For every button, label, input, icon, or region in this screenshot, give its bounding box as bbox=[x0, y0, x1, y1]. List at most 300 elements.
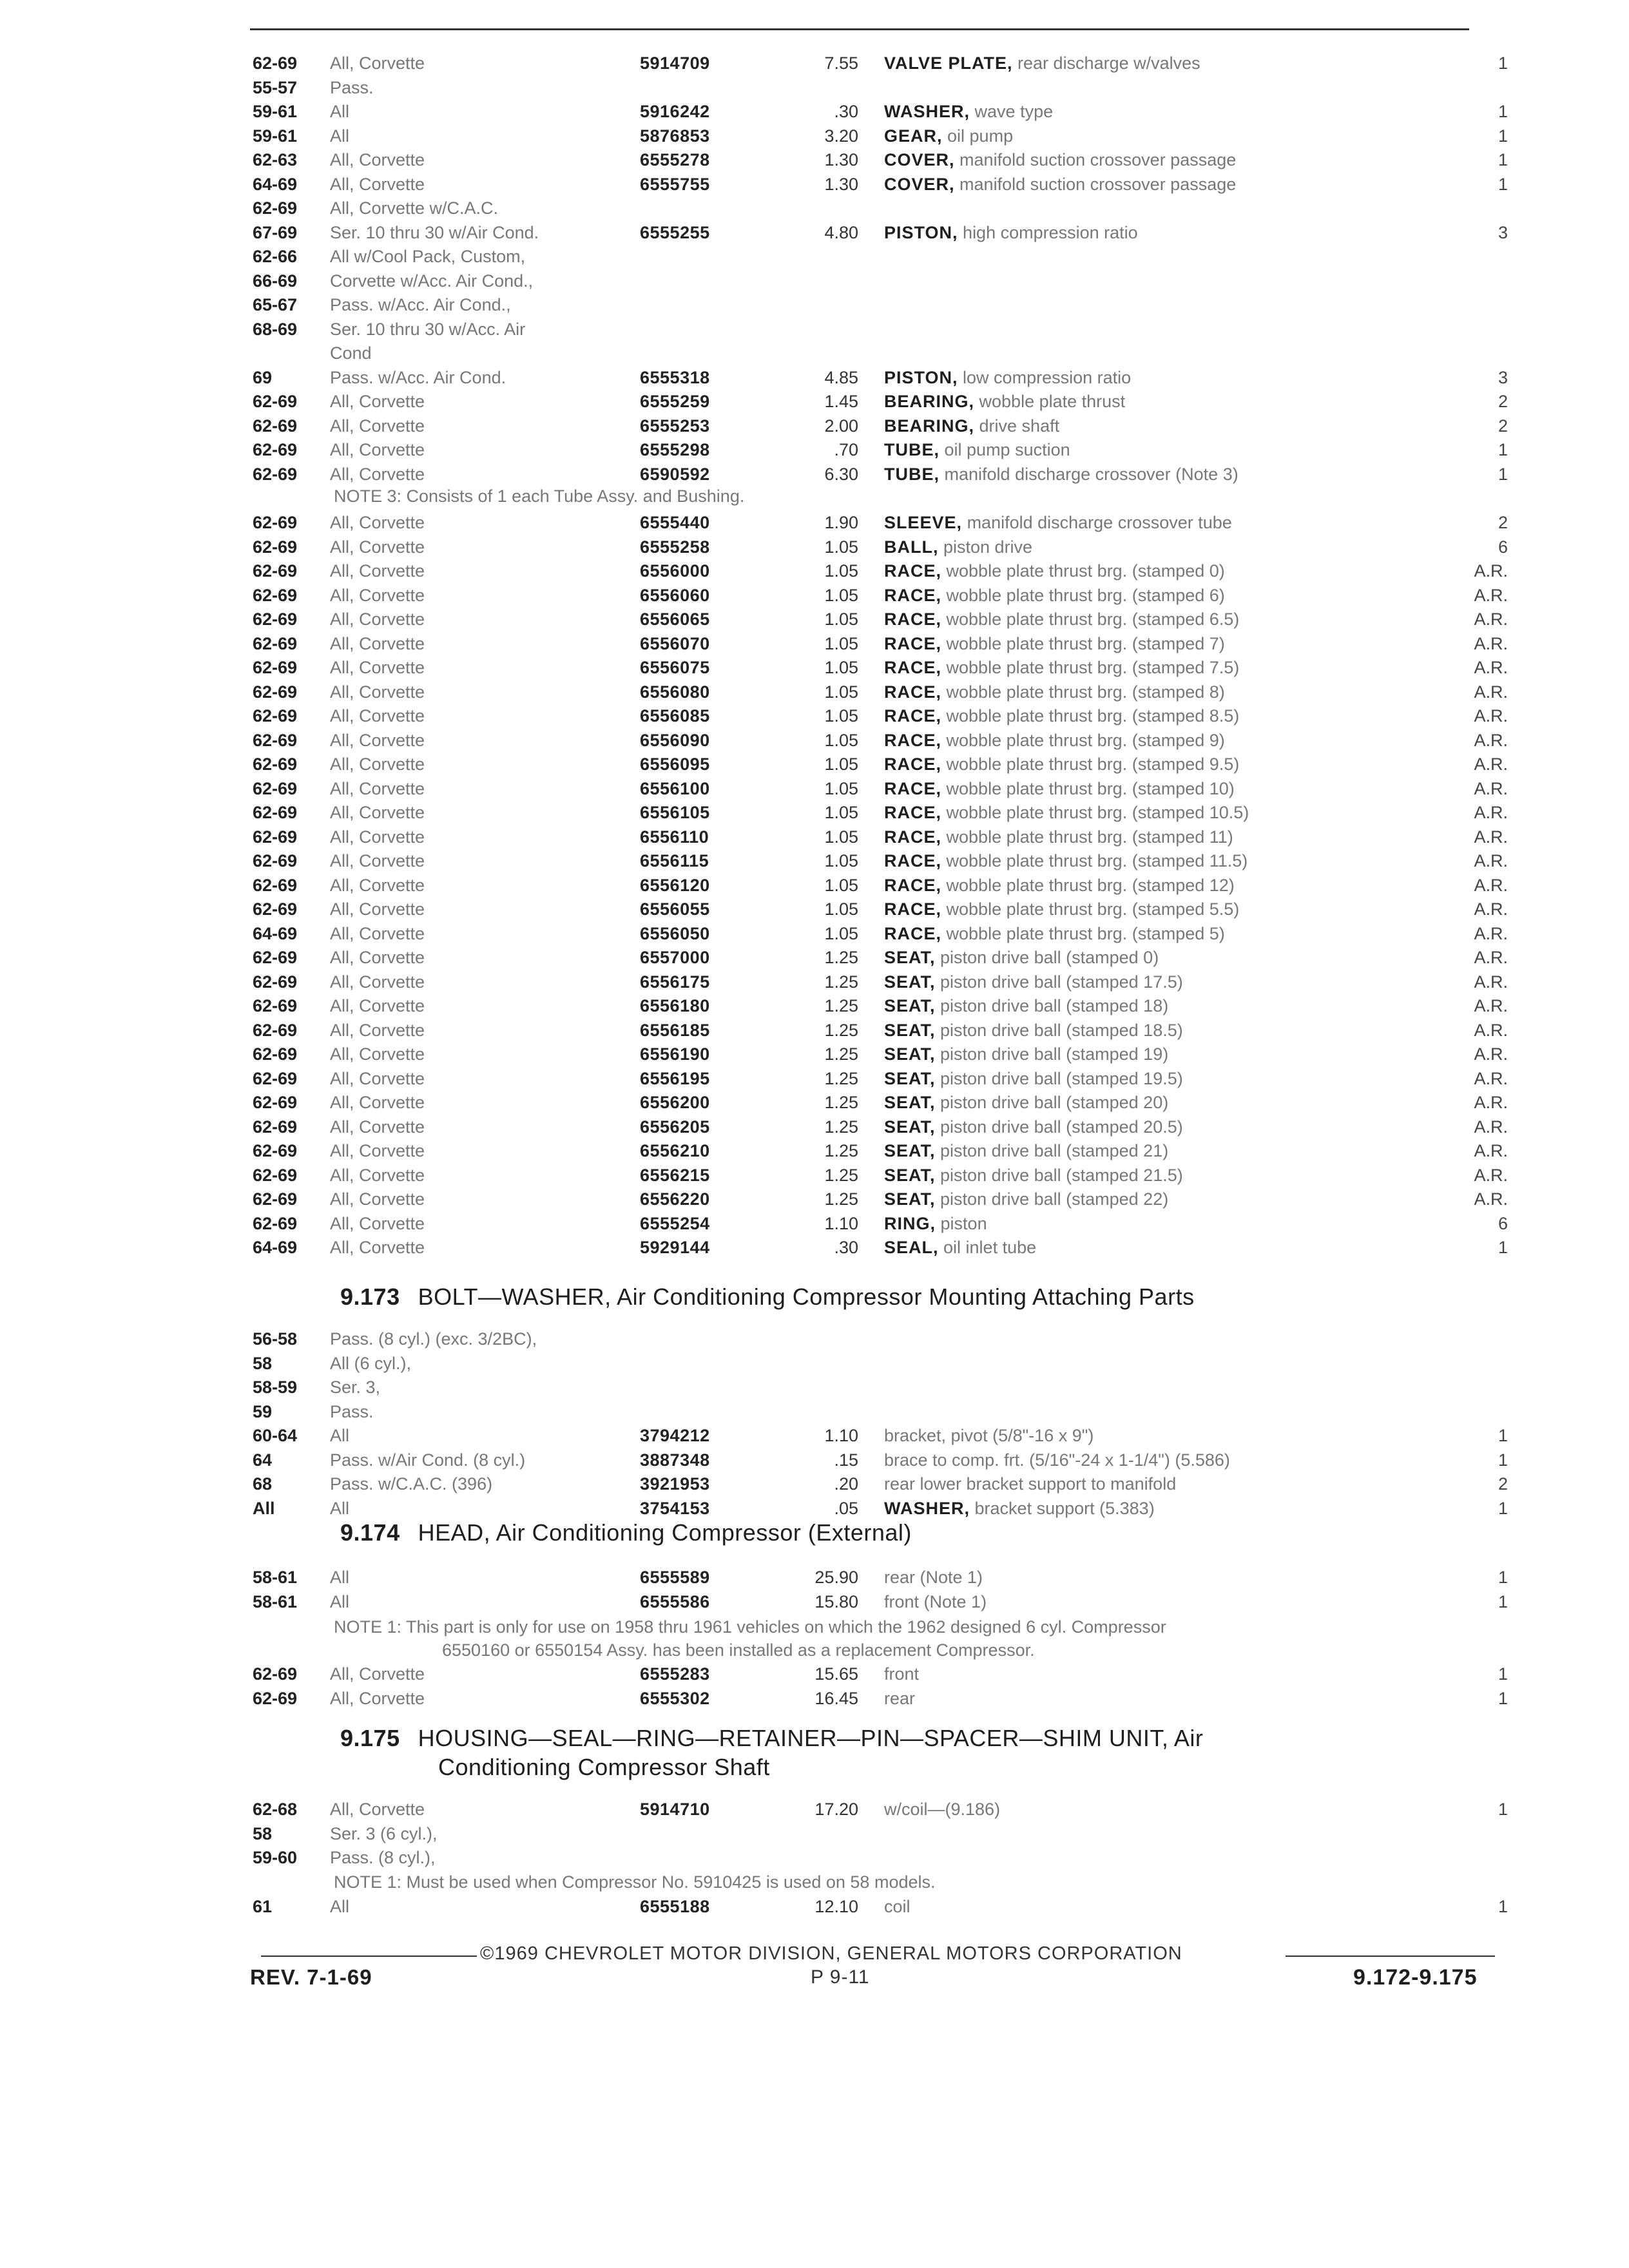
application: All, Corvette bbox=[330, 706, 425, 726]
application: All, Corvette bbox=[330, 1238, 425, 1257]
year-range: 62-69 bbox=[253, 585, 298, 605]
part-detail: wobble plate thrust brg. (stamped 5.5) bbox=[946, 899, 1240, 919]
part-detail: piston drive ball (stamped 0) bbox=[940, 948, 1159, 967]
part-name: RACE, bbox=[884, 851, 942, 870]
description bbox=[884, 366, 1131, 390]
description bbox=[884, 946, 1159, 970]
year-range: 59-61 bbox=[253, 126, 298, 146]
part-name: SEAT, bbox=[884, 1044, 936, 1064]
description bbox=[884, 221, 1138, 245]
price: .20 bbox=[834, 1474, 858, 1494]
application: Cond bbox=[330, 343, 372, 363]
part-name: SEAT, bbox=[884, 1093, 936, 1112]
part-detail: rear bbox=[884, 1688, 916, 1708]
table-row bbox=[0, 777, 1629, 802]
application: All, Corvette bbox=[330, 754, 425, 774]
year-range: 62-69 bbox=[253, 996, 298, 1015]
quantity: A.R. bbox=[1474, 1189, 1508, 1209]
description bbox=[884, 994, 1168, 1019]
application: All, Corvette bbox=[330, 174, 425, 194]
table-row bbox=[0, 801, 1629, 825]
application: All bbox=[330, 1591, 350, 1611]
part-detail: wobble plate thrust brg. (stamped 10) bbox=[946, 778, 1235, 798]
application: All, Corvette bbox=[330, 899, 425, 919]
part-number: 6556185 bbox=[640, 1020, 710, 1040]
application: Pass. w/C.A.C. (396) bbox=[330, 1474, 493, 1494]
year-range: 68-69 bbox=[253, 319, 298, 339]
part-name: RACE, bbox=[884, 658, 942, 677]
year-range: 62-69 bbox=[253, 633, 298, 653]
application: All, Corvette bbox=[330, 1213, 425, 1233]
application: All bbox=[330, 126, 350, 146]
year-range: 67-69 bbox=[253, 222, 298, 242]
part-name: RING, bbox=[884, 1213, 936, 1233]
part-number: 6556000 bbox=[640, 561, 710, 581]
table-row bbox=[0, 1566, 1629, 1590]
year-range: 62-69 bbox=[253, 1141, 298, 1160]
part-number: 6555283 bbox=[640, 1664, 710, 1684]
part-number: 6556095 bbox=[640, 754, 710, 774]
price: 1.25 bbox=[824, 948, 858, 967]
quantity: 6 bbox=[1498, 1213, 1508, 1233]
year-range: 62-69 bbox=[253, 1664, 298, 1684]
part-detail: high compression ratio bbox=[963, 222, 1138, 242]
parts-table-9175-a bbox=[0, 1798, 1629, 1870]
part-number: 3794212 bbox=[640, 1426, 710, 1445]
price: 1.25 bbox=[824, 1020, 858, 1040]
part-detail: piston drive ball (stamped 17.5) bbox=[940, 972, 1183, 992]
part-detail: bracket, pivot (5/8"-16 x 9") bbox=[884, 1426, 1094, 1445]
application: Pass. bbox=[330, 77, 374, 97]
price: .30 bbox=[834, 1238, 858, 1257]
part-name: SEAT, bbox=[884, 1165, 936, 1185]
quantity: 1 bbox=[1498, 126, 1508, 146]
footer-rule-left bbox=[261, 1956, 477, 1957]
quantity: A.R. bbox=[1474, 730, 1508, 750]
price: 1.90 bbox=[824, 513, 858, 532]
part-number: 6556175 bbox=[640, 972, 710, 992]
quantity: 1 bbox=[1498, 150, 1508, 169]
table-row bbox=[0, 197, 1629, 221]
application: Pass. w/Acc. Air Cond. bbox=[330, 367, 506, 387]
section-title: HEAD, Air Conditioning Compressor (External) bbox=[418, 1519, 912, 1546]
application: Corvette w/Acc. Air Cond., bbox=[330, 271, 534, 291]
part-name: RACE, bbox=[884, 827, 942, 847]
table-row bbox=[0, 1212, 1629, 1236]
part-detail: wobble plate thrust brg. (stamped 0) bbox=[946, 561, 1225, 581]
part-name: PISTON, bbox=[884, 222, 958, 242]
price: 1.10 bbox=[824, 1213, 858, 1233]
description bbox=[884, 1043, 1168, 1067]
year-range: 62-63 bbox=[253, 150, 298, 169]
price: 1.05 bbox=[824, 875, 858, 895]
quantity: 1 bbox=[1498, 1800, 1508, 1819]
part-number: 6555188 bbox=[640, 1897, 710, 1916]
table-row bbox=[0, 1019, 1629, 1043]
part-number: 6555302 bbox=[640, 1688, 710, 1708]
price: 17.20 bbox=[815, 1800, 858, 1819]
part-number: 6556085 bbox=[640, 706, 710, 726]
description bbox=[884, 1497, 1155, 1521]
part-number: 6556110 bbox=[640, 827, 709, 847]
quantity: 6 bbox=[1498, 537, 1508, 557]
description bbox=[884, 801, 1249, 825]
parts-table-9174-a bbox=[0, 1566, 1629, 1614]
year-range: 62-69 bbox=[253, 972, 298, 992]
application: All, Corvette bbox=[330, 1117, 425, 1137]
application: Pass. bbox=[330, 1401, 374, 1421]
price: 1.05 bbox=[824, 610, 858, 629]
description bbox=[884, 414, 1059, 439]
part-detail: manifold discharge crossover (Note 3) bbox=[944, 464, 1239, 484]
parts-table-9173 bbox=[0, 1327, 1629, 1521]
description bbox=[884, 898, 1239, 922]
part-number: 6556050 bbox=[640, 923, 710, 943]
application: All, Corvette bbox=[330, 923, 425, 943]
table-row bbox=[0, 632, 1629, 657]
part-name: SEAT, bbox=[884, 972, 936, 992]
application: All, Corvette bbox=[330, 1044, 425, 1064]
part-detail: coil bbox=[884, 1897, 911, 1916]
price: 1.05 bbox=[824, 827, 858, 847]
table-row bbox=[0, 1400, 1629, 1425]
part-name: SEAT, bbox=[884, 1141, 936, 1160]
application: Pass. w/Air Cond. (8 cyl.) bbox=[330, 1450, 526, 1470]
part-name: BALL, bbox=[884, 537, 939, 557]
part-name: RACE, bbox=[884, 682, 942, 702]
application: All (6 cyl.), bbox=[330, 1353, 412, 1373]
application: All, Corvette bbox=[330, 537, 425, 557]
description bbox=[884, 173, 1236, 197]
year-range: 62-69 bbox=[253, 513, 298, 532]
part-number: 6590592 bbox=[640, 464, 710, 484]
year-range: 62-69 bbox=[253, 1093, 298, 1112]
table-row bbox=[0, 1846, 1629, 1870]
year-range: 58-61 bbox=[253, 1591, 298, 1611]
application: All, Corvette bbox=[330, 851, 425, 870]
year-range: 62-69 bbox=[253, 658, 298, 677]
part-number: 6556115 bbox=[640, 851, 709, 870]
description bbox=[884, 1115, 1183, 1140]
quantity: 1 bbox=[1498, 1498, 1508, 1518]
price: 1.25 bbox=[824, 1068, 858, 1088]
table-row bbox=[0, 1448, 1629, 1473]
note-1-line-2: 6550160 or 6550154 Assy. has been installed as a replacement Compressor. bbox=[442, 1640, 1035, 1660]
part-number: 6556060 bbox=[640, 585, 710, 605]
table-row bbox=[0, 414, 1629, 439]
part-number: 3754153 bbox=[640, 1498, 710, 1518]
table-row bbox=[0, 922, 1629, 947]
quantity: A.R. bbox=[1474, 851, 1508, 870]
description bbox=[884, 52, 1200, 76]
part-number: 6555255 bbox=[640, 222, 710, 242]
price: 6.30 bbox=[824, 464, 858, 484]
quantity: A.R. bbox=[1474, 585, 1508, 605]
description bbox=[884, 124, 1013, 149]
price: 1.05 bbox=[824, 561, 858, 581]
application: All, Corvette bbox=[330, 996, 425, 1015]
application: All bbox=[330, 1568, 350, 1587]
part-detail: rear (Note 1) bbox=[884, 1568, 983, 1587]
quantity: 2 bbox=[1498, 1474, 1508, 1494]
table-row bbox=[0, 438, 1629, 463]
application: All, Corvette bbox=[330, 53, 425, 73]
year-range: All bbox=[253, 1498, 275, 1518]
table-row bbox=[0, 318, 1629, 342]
part-detail: piston drive ball (stamped 22) bbox=[940, 1189, 1169, 1209]
description bbox=[884, 1687, 915, 1711]
quantity: A.R. bbox=[1474, 658, 1508, 677]
year-range: 62-69 bbox=[253, 875, 298, 895]
application: All bbox=[330, 102, 350, 121]
description bbox=[884, 1236, 1036, 1260]
description bbox=[884, 849, 1248, 874]
year-range: 62-69 bbox=[253, 537, 298, 557]
description bbox=[884, 656, 1239, 680]
table-row bbox=[0, 173, 1629, 197]
table-row bbox=[0, 874, 1629, 898]
quantity: 1 bbox=[1498, 1450, 1508, 1470]
table-row bbox=[0, 1187, 1629, 1212]
year-range: 62-69 bbox=[253, 803, 298, 822]
quantity: 1 bbox=[1498, 1591, 1508, 1611]
section-title: BOLT—WASHER, Air Conditioning Compressor Mounting Attaching Parts bbox=[418, 1283, 1195, 1310]
price: 1.05 bbox=[824, 585, 858, 605]
year-range: 62-69 bbox=[253, 754, 298, 774]
part-number: 6556180 bbox=[640, 996, 710, 1015]
application: All, Corvette bbox=[330, 803, 425, 822]
part-name: RACE, bbox=[884, 610, 942, 629]
part-number: 5929144 bbox=[640, 1238, 710, 1257]
part-detail: oil pump suction bbox=[944, 440, 1070, 459]
application: Ser. 3 (6 cyl.), bbox=[330, 1823, 438, 1843]
table-row bbox=[0, 1164, 1629, 1188]
quantity: A.R. bbox=[1474, 803, 1508, 822]
application: All bbox=[330, 1426, 350, 1445]
part-name: SEAT, bbox=[884, 1068, 936, 1088]
table-row bbox=[0, 608, 1629, 632]
parts-table-9172-a bbox=[0, 52, 1629, 486]
year-range: 62-69 bbox=[253, 1044, 298, 1064]
year-range: 62-69 bbox=[253, 1213, 298, 1233]
year-range: 64 bbox=[253, 1450, 273, 1470]
part-number: 6556065 bbox=[640, 610, 710, 629]
quantity: A.R. bbox=[1474, 972, 1508, 992]
part-name: WASHER, bbox=[884, 1498, 970, 1518]
table-row bbox=[0, 946, 1629, 970]
part-name: RACE, bbox=[884, 561, 942, 581]
application: All, Corvette bbox=[330, 827, 425, 847]
part-name: SLEEVE, bbox=[884, 513, 963, 532]
application: All, Corvette bbox=[330, 972, 425, 992]
table-row bbox=[0, 704, 1629, 729]
part-number: 6556190 bbox=[640, 1044, 710, 1064]
price: 1.05 bbox=[824, 706, 858, 726]
price: 15.65 bbox=[815, 1664, 858, 1684]
year-range: 62-69 bbox=[253, 1020, 298, 1040]
quantity: 1 bbox=[1498, 102, 1508, 121]
year-range: 64-69 bbox=[253, 923, 298, 943]
part-number: 5914710 bbox=[640, 1800, 710, 1819]
price: 1.25 bbox=[824, 1165, 858, 1185]
quantity: A.R. bbox=[1474, 1068, 1508, 1088]
year-range: 68 bbox=[253, 1474, 273, 1494]
table-row bbox=[0, 1424, 1629, 1448]
part-detail: piston drive ball (stamped 19) bbox=[940, 1044, 1169, 1064]
price: 1.05 bbox=[824, 778, 858, 798]
part-detail: piston drive ball (stamped 18) bbox=[940, 996, 1169, 1015]
price: 1.05 bbox=[824, 682, 858, 702]
part-number: 6555259 bbox=[640, 392, 710, 411]
table-row bbox=[0, 1895, 1629, 1919]
price: 16.45 bbox=[815, 1688, 858, 1708]
part-name: SEAT, bbox=[884, 1117, 936, 1137]
year-range: 62-69 bbox=[253, 416, 298, 436]
description bbox=[884, 1187, 1168, 1212]
quantity: 1 bbox=[1498, 1426, 1508, 1445]
year-range: 62-69 bbox=[253, 392, 298, 411]
application: All w/Cool Pack, Custom, bbox=[330, 247, 526, 266]
part-name: TUBE, bbox=[884, 440, 940, 459]
table-row bbox=[0, 1091, 1629, 1115]
table-row bbox=[0, 293, 1629, 318]
price: 1.05 bbox=[824, 537, 858, 557]
price: 2.00 bbox=[824, 416, 858, 436]
description bbox=[884, 825, 1233, 850]
price: 4.80 bbox=[824, 222, 858, 242]
quantity: A.R. bbox=[1474, 948, 1508, 967]
part-detail: wobble plate thrust brg. (stamped 5) bbox=[946, 923, 1225, 943]
table-row bbox=[0, 1067, 1629, 1091]
note-1-line-1: NOTE 1: This part is only for use on 1958 thru 1961 vehicles on which the 1962 designed 6 cyl. Compressor bbox=[334, 1617, 1166, 1637]
part-detail: piston drive ball (stamped 21.5) bbox=[940, 1165, 1183, 1185]
price: 1.25 bbox=[824, 1189, 858, 1209]
part-detail: wobble plate thrust brg. (stamped 6) bbox=[946, 585, 1225, 605]
year-range: 62-69 bbox=[253, 827, 298, 847]
application: All, Corvette bbox=[330, 610, 425, 629]
quantity: A.R. bbox=[1474, 561, 1508, 581]
part-name: GEAR, bbox=[884, 126, 943, 146]
table-row bbox=[0, 535, 1629, 560]
quantity: 3 bbox=[1498, 367, 1508, 387]
quantity: 1 bbox=[1498, 174, 1508, 194]
year-range: 59 bbox=[253, 1401, 273, 1421]
year-range: 62-69 bbox=[253, 440, 298, 459]
description bbox=[884, 632, 1225, 657]
table-row bbox=[0, 1352, 1629, 1376]
price: 1.25 bbox=[824, 996, 858, 1015]
part-name: RACE, bbox=[884, 778, 942, 798]
part-detail: wobble plate thrust brg. (stamped 8.5) bbox=[946, 706, 1240, 726]
part-detail: piston drive ball (stamped 20) bbox=[940, 1093, 1169, 1112]
table-row bbox=[0, 100, 1629, 124]
description bbox=[884, 1091, 1168, 1115]
quantity: 2 bbox=[1498, 513, 1508, 532]
application: All, Corvette bbox=[330, 1093, 425, 1112]
year-range: 62-69 bbox=[253, 1117, 298, 1137]
application: All, Corvette bbox=[330, 875, 425, 895]
part-name: COVER, bbox=[884, 150, 955, 169]
part-number: 6556100 bbox=[640, 778, 710, 798]
part-name: SEAT, bbox=[884, 1189, 936, 1209]
year-range: 69 bbox=[253, 367, 273, 387]
year-range: 62-69 bbox=[253, 464, 298, 484]
price: .05 bbox=[834, 1498, 858, 1518]
part-detail: wobble plate thrust brg. (stamped 9) bbox=[946, 730, 1225, 750]
table-row bbox=[0, 76, 1629, 101]
part-number: 6556215 bbox=[640, 1165, 710, 1185]
part-detail: wobble plate thrust brg. (stamped 7.5) bbox=[946, 658, 1240, 677]
description bbox=[884, 753, 1239, 777]
description bbox=[884, 1590, 987, 1615]
part-number: 6555440 bbox=[640, 513, 710, 532]
table-row bbox=[0, 1662, 1629, 1687]
footer-rule-right bbox=[1286, 1956, 1495, 1957]
table-row bbox=[0, 1115, 1629, 1140]
year-range: 66-69 bbox=[253, 271, 298, 291]
year-range: 58-61 bbox=[253, 1568, 298, 1587]
part-detail: manifold suction crossover passage bbox=[959, 150, 1237, 169]
description bbox=[884, 1566, 983, 1590]
year-range: 62-69 bbox=[253, 851, 298, 870]
quantity: A.R. bbox=[1474, 923, 1508, 943]
part-detail: piston drive ball (stamped 20.5) bbox=[940, 1117, 1183, 1137]
section-heading-9173 bbox=[340, 1283, 1195, 1311]
year-range: 62-69 bbox=[253, 1189, 298, 1209]
application: All, Corvette bbox=[330, 1688, 425, 1708]
price: .70 bbox=[834, 440, 858, 459]
application: All, Corvette bbox=[330, 778, 425, 798]
application: All, Corvette bbox=[330, 1020, 425, 1040]
application: All bbox=[330, 1498, 350, 1518]
table-row bbox=[0, 1327, 1629, 1352]
year-range: 58 bbox=[253, 1823, 273, 1843]
part-number: 6556055 bbox=[640, 899, 710, 919]
year-range: 62-69 bbox=[253, 1068, 298, 1088]
part-name: PISTON, bbox=[884, 367, 958, 387]
quantity: A.R. bbox=[1474, 996, 1508, 1015]
application: Pass. (8 cyl.) (exc. 3/2BC), bbox=[330, 1329, 537, 1349]
application: All, Corvette bbox=[330, 1141, 425, 1160]
note-1-9175: NOTE 1: Must be used when Compressor No. 5910425 is used on 58 models. bbox=[334, 1872, 936, 1892]
description bbox=[884, 1164, 1183, 1188]
application: All, Corvette bbox=[330, 392, 425, 411]
description bbox=[884, 584, 1225, 608]
part-detail: manifold suction crossover passage bbox=[959, 174, 1237, 194]
application: Ser. 3, bbox=[330, 1378, 381, 1397]
quantity: A.R. bbox=[1474, 706, 1508, 726]
description bbox=[884, 1139, 1168, 1164]
description bbox=[884, 1662, 919, 1687]
part-detail: wobble plate thrust brg. (stamped 8) bbox=[946, 682, 1225, 702]
price: 12.10 bbox=[815, 1897, 858, 1916]
price: 1.25 bbox=[824, 1117, 858, 1137]
application: All, Corvette bbox=[330, 464, 425, 484]
year-range: 62-69 bbox=[253, 899, 298, 919]
year-range: 55-57 bbox=[253, 77, 298, 97]
quantity: A.R. bbox=[1474, 899, 1508, 919]
application: All, Corvette bbox=[330, 1664, 425, 1684]
part-detail: w/coil—(9.186) bbox=[884, 1800, 1001, 1819]
year-range: 62-68 bbox=[253, 1800, 298, 1819]
part-detail: drive shaft bbox=[979, 416, 1060, 436]
description bbox=[884, 608, 1239, 632]
part-name: SEAT, bbox=[884, 996, 936, 1015]
part-number: 5914709 bbox=[640, 53, 710, 73]
part-number: 6556090 bbox=[640, 730, 710, 750]
price: 1.05 bbox=[824, 923, 858, 943]
quantity: 2 bbox=[1498, 392, 1508, 411]
